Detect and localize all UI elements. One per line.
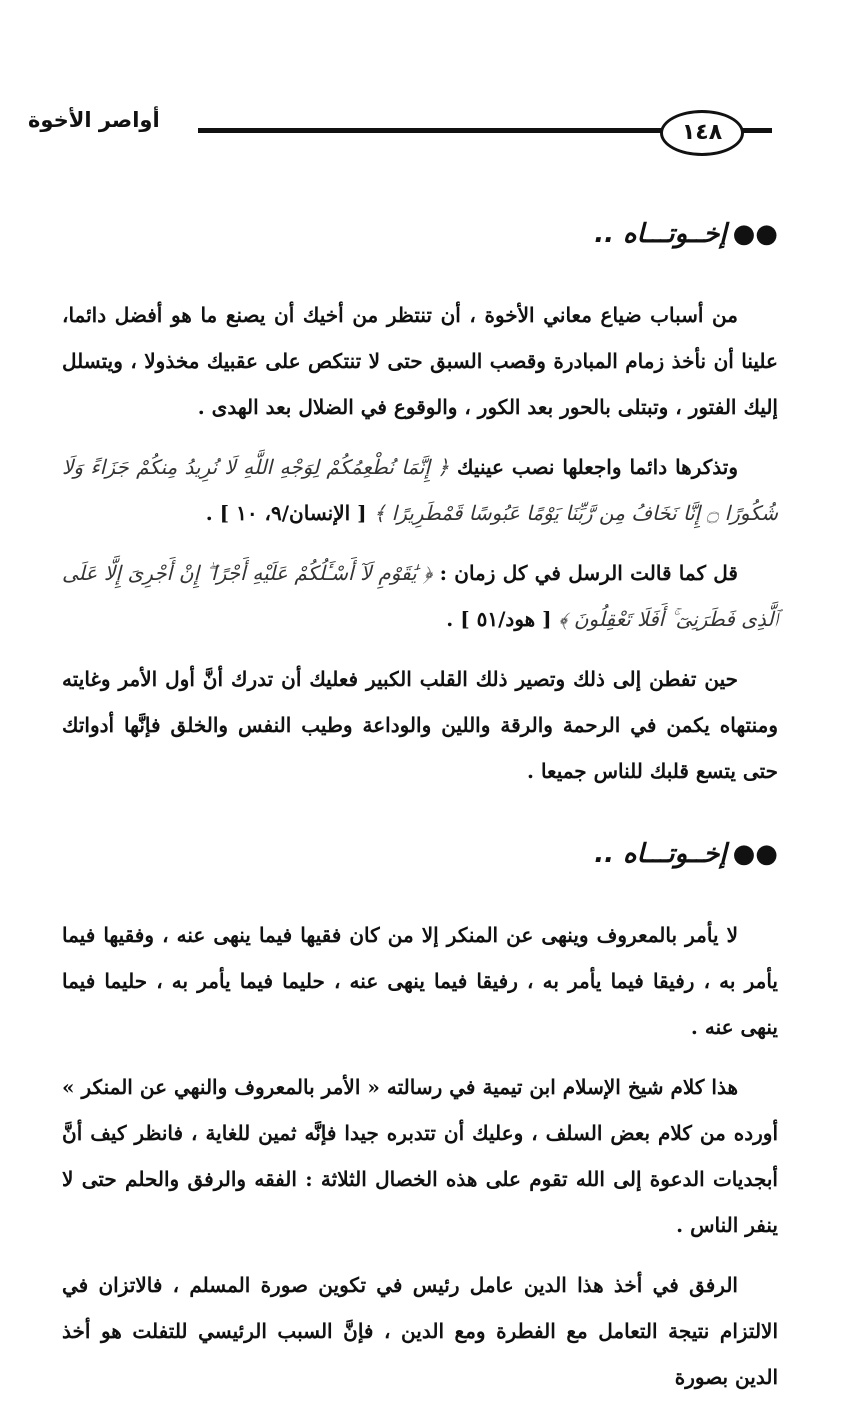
paragraph: الرفق في أخذ هذا الدين عامل رئيس في تكوين صورة المسلم ، فالاتزان في الالتزام نتيجة التعامل مع الفطرة ومع الدين ، فإنَّ السبب الرئيسي للتفلت هو أخذ الدين بصورة [62,1273,778,1389]
paragraph: من أسباب ضياع معاني الأخوة ، أن تنتظر من أخيك أن يصنع ما هو أفضل دائما، علينا أن نأخذ زمام المبادرة وقصب السبق حتى لا تنتكص على عقبيك مخذولا ، ويتسلل إليك الفتور ، وتبتلى بالحور بعد الكور ، والوقوع في الضلال بعد الهدى . [62,303,778,419]
quran-verse: ﴿ يَٰقَوْمِ لَآ أَسْـَٔلُكُمْ عَلَيْهِ أَجْرًا ۖ إِنْ أَجْرِىَ إِلَّا عَلَى ٱلَّذِى فَطَرَنِىٓ ۚ أَفَلَا تَعْقِلُونَ ﴾ [62,561,778,631]
section-heading: ●●إخــوتـــاه .. [594,219,778,249]
paragraph: لا يأمر بالمعروف وينهى عن المنكر إلا من كان فقيها فيما ينهى عنه ، وفقيها فيما يأمر به ، رفيقا فيما يأمر به ، رفيقا فيما ينهى عنه ، حليما فيما يأمر به ، حليما فيما ينهى عنه . [62,923,778,1039]
paragraph-with-verse: قل كما قالت الرسل في كل زمان : ﴿ يَٰقَوْمِ لَآ أَسْـَٔلُكُمْ عَلَيْهِ أَجْرًا ۖ إِنْ أَجْرِىَ إِلَّا عَلَى ٱلَّذِى فَطَرَنِىٓ ۚ أَفَلَا تَعْقِلُونَ ﴾ [ هود/٥١ ] . [62,561,778,631]
verse-reference: [ هود/٥١ ] . [446,607,552,631]
verse-reference: [ الإنسان/٩، ١٠ ] . [205,501,367,525]
paragraph-with-verse: وتذكرها دائما واجعلها نصب عينيك ﴿ إِنَّمَا نُطْعِمُكُمْ لِوَجْهِ اللَّهِ لَا نُرِيدُ مِنكُمْ جَزَاءً وَلَا شُكُورًا ۝ إِنَّا نَخَافُ مِن رَّبِّنَا يَوْمًا عَبُوسًا قَمْطَرِيرًا ﴾ [ الإنسان/٩، ١٠ ] . [62,455,778,525]
page-header [28,104,772,148]
page-body [62,210,778,1414]
running-title: أواصر الأخوة [28,108,160,132]
bullet-dots-icon: ●● [732,839,778,869]
quran-verse: ﴿ إِنَّمَا نُطْعِمُكُمْ لِوَجْهِ اللَّهِ لَا نُرِيدُ مِنكُمْ جَزَاءً وَلَا شُكُورًا ۝ إِنَّا نَخَافُ مِن رَّبِّنَا يَوْمًا عَبُوسًا قَمْطَرِيرًا ﴾ [62,455,778,525]
paragraph: هذا كلام شيخ الإسلام ابن تيمية في رسالته « الأمر بالمعروف والنهي عن المنكر » أورده من كلام بعض السلف ، وعليك أن تتدبره جيدا فإنَّه ثمين للغاية ، فانظر كيف أنَّ أبجديات الدعوة إلى الله تقوم على هذه الخصال الثلاثة : الفقه والرفق والحلم حتى لا ينفر الناس . [62,1075,778,1237]
page-number: ١٤٨ [660,110,744,156]
bullet-dots-icon: ●● [732,219,778,249]
section-heading: ●●إخــوتـــاه .. [594,839,778,869]
paragraph: حين تفطن إلى ذلك وتصير ذلك القلب الكبير فعليك أن تدرك أنَّ أول الأمر وغايته ومنتهاه يكمن في الرحمة والرقة واللين والوداعة وطيب النفس والخلق فإنَّها أدواتك حتى يتسع قلبك للناس جميعا . [62,667,778,783]
